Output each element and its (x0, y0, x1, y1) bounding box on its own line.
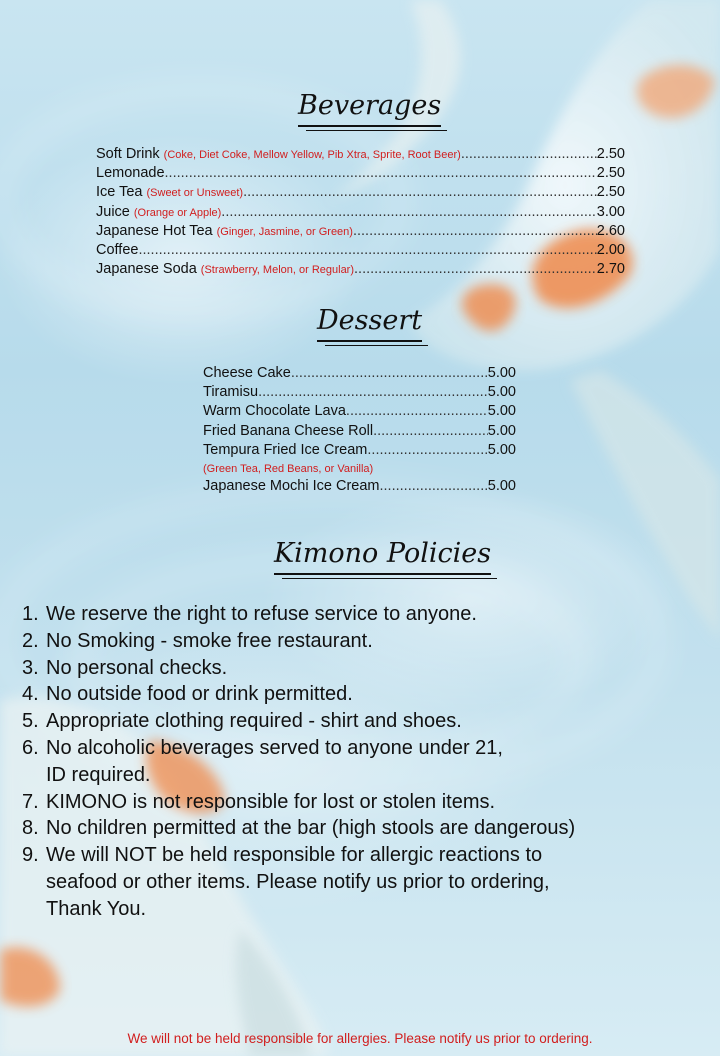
menu-item (203, 442, 516, 461)
policy-text: Appropriate clothing required - shirt and shoes. (46, 710, 462, 733)
item-price: 5.00 (487, 403, 516, 420)
item-price: 2.50 (596, 146, 625, 162)
policy-text: We reserve the right to refuse service to anyone. (46, 603, 477, 625)
item-name: Ice Tea (96, 184, 143, 201)
policy-number: 3. (22, 656, 39, 679)
item-name: Fried Banana Cheese Roll (203, 422, 374, 439)
menu-item (96, 223, 625, 242)
item-name: Tiramisu (203, 384, 259, 401)
policy-number: 4. (22, 683, 39, 706)
item-price: 2.50 (596, 184, 625, 201)
dot-leader (221, 204, 596, 220)
item-price: 5.00 (487, 477, 516, 494)
item-name: Tempura Fried Ice Cream (203, 441, 368, 458)
item-name: Warm Chocolate Lava (203, 403, 346, 420)
policy-text: No children permitted at the bar (high stools are dangerous) (46, 817, 576, 840)
dot-leader (367, 442, 487, 458)
policy-number: 6. (22, 736, 39, 759)
menu-item (203, 365, 516, 384)
item-name: Japanese Hot Tea (96, 222, 213, 239)
beverages-list (96, 146, 625, 280)
item-price: 5.00 (487, 422, 516, 439)
dessert-list (203, 365, 516, 497)
allergy-disclaimer: We will not be held responsible for allergies. Please notify us prior to ordering. (127, 1031, 593, 1046)
item-name: Juice (96, 203, 130, 220)
policy-text (46, 842, 712, 922)
menu-item (96, 204, 625, 223)
menu-item (203, 384, 516, 403)
policy-number: 5. (22, 710, 39, 733)
policy-item (22, 655, 712, 682)
item-price: 2.00 (596, 241, 625, 258)
policy-text-line: ID required. (46, 763, 151, 786)
item-price: 5.00 (487, 384, 516, 401)
policy-text (46, 735, 712, 789)
policy-text: No Smoking - smoke free restaurant. (46, 629, 373, 652)
policy-item (22, 681, 712, 708)
tempura-flavor-note: (Green Tea, Red Beans, or Vanilla) (203, 462, 374, 475)
policy-text-line: Thank You. (46, 897, 147, 920)
policy-text: No personal checks. (46, 656, 228, 679)
dot-leader (346, 403, 488, 419)
dot-leader (461, 146, 597, 162)
item-price: 2.70 (596, 261, 625, 278)
policies-heading: Kimono Policies (274, 538, 491, 575)
policy-number: 7. (22, 790, 39, 813)
item-price: 5.00 (487, 365, 516, 381)
policy-text-line: seafood or other items. Please notify us prior to ordering, (46, 870, 550, 893)
item-price: 3.00 (596, 203, 625, 220)
menu-item (203, 423, 516, 442)
menu-item (203, 478, 516, 497)
policy-number: 2. (22, 629, 39, 652)
item-name: Cheese Cake (203, 365, 291, 381)
policy-number: 1. (22, 603, 39, 625)
item-note: (Orange or Apple) (133, 206, 222, 219)
policy-item (22, 601, 712, 628)
menu-item (96, 184, 625, 203)
policy-text-line: No alcoholic beverages served to anyone under 21, (46, 736, 503, 759)
beverages-heading: Beverages (298, 90, 441, 127)
dot-leader (291, 365, 488, 381)
item-price: 2.60 (596, 222, 625, 239)
dot-leader (258, 384, 488, 400)
menu-item (96, 146, 625, 165)
item-name: Japanese Mochi Ice Cream (203, 477, 380, 494)
policy-item (22, 815, 712, 842)
policy-item (22, 789, 712, 816)
item-name: Japanese Soda (96, 261, 197, 278)
policy-text: No outside food or drink permitted. (46, 683, 353, 706)
policy-text: KIMONO is not responsible for lost or stolen items. (46, 790, 496, 813)
dot-leader (138, 242, 596, 258)
item-note: (Sweet or Unsweet) (146, 187, 244, 200)
dot-leader (353, 223, 597, 239)
policy-item (22, 842, 712, 922)
dot-leader (373, 423, 488, 439)
dot-leader (354, 261, 597, 277)
dot-leader (380, 478, 488, 494)
policy-item (22, 735, 712, 789)
menu-item (96, 261, 625, 280)
dessert-heading: Dessert (317, 305, 422, 342)
policy-text-line: We will NOT be held responsible for allergic reactions to (46, 844, 543, 867)
menu-item (96, 242, 625, 261)
item-note: (Coke, Diet Coke, Mellow Yellow, Pib Xtra, Sprite, Root Beer) (163, 149, 461, 161)
policy-item (22, 708, 712, 735)
item-name: Soft Drink (96, 146, 160, 162)
item-price: 2.50 (596, 165, 625, 182)
menu-item (96, 165, 625, 184)
policy-number: 9. (22, 844, 39, 867)
policy-item (22, 628, 712, 655)
dot-leader (243, 184, 597, 200)
dot-leader (165, 165, 597, 181)
policies-list (22, 601, 712, 923)
item-note: (Strawberry, Melon, or Regular) (200, 264, 355, 277)
item-name: Coffee (96, 241, 139, 258)
menu-item (203, 403, 516, 422)
policy-number: 8. (22, 817, 39, 840)
item-name: Lemonade (96, 165, 165, 182)
item-price: 5.00 (487, 441, 516, 458)
item-note: (Ginger, Jasmine, or Green) (216, 225, 353, 238)
